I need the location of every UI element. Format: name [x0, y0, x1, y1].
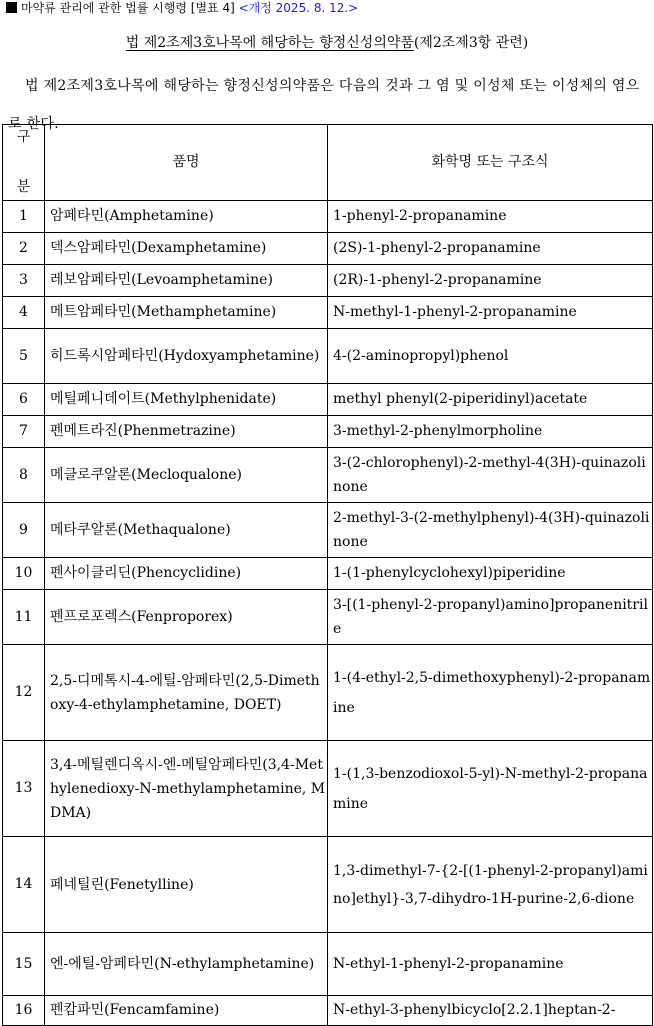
row-number: 11	[3, 590, 45, 645]
page-title	[0, 33, 654, 53]
header-gubun: 구 분	[3, 125, 45, 201]
substance-name: 메트암페타민(Methamphetamine)	[45, 297, 328, 329]
chemical-name: 1-(1,3-benzodioxol-5-yl)-N-methyl-2-propanamine	[328, 741, 653, 837]
substance-name: 암페타민(Amphetamine)	[45, 201, 328, 233]
row-number: 13	[3, 741, 45, 837]
row-number: 12	[3, 645, 45, 741]
row-number: 6	[3, 384, 45, 416]
row-number: 14	[3, 837, 45, 933]
chemical-name: N-ethyl-3-phenylbicyclo[2.2.1]heptan-2-	[328, 996, 653, 1026]
chemical-name: 3-methyl-2-phenylmorpholine	[328, 416, 653, 448]
title-related: (제2조제3항 관련)	[413, 35, 529, 51]
chemical-name: 1,3-dimethyl-7-{2-[(1-phenyl-2-propanyl)amino]ethyl}-3,7-dihydro-1H-purine-2,6-dione	[328, 837, 653, 933]
table-row	[3, 558, 653, 590]
table-row	[3, 297, 653, 329]
row-number: 9	[3, 503, 45, 558]
substance-name: 메타쿠알론(Methaqualone)	[45, 503, 328, 558]
table-row	[3, 590, 653, 645]
chemical-name: 4-(2-aminopropyl)phenol	[328, 329, 653, 384]
substance-name: 메틸페니데이트(Methylphenidate)	[45, 384, 328, 416]
chemical-name: 1-phenyl-2-propanamine	[328, 201, 653, 233]
header-chem: 화학명 또는 구조식	[328, 125, 653, 201]
table-row	[3, 201, 653, 233]
substance-name: 3,4-메틸렌디옥시-엔-메틸암페타민(3,4-Methylenedioxy-N-methylamphetamine, MDMA)	[45, 741, 328, 837]
law-reference: 마약류 관리에 관한 법률 시행령 [별표 4]	[21, 1, 235, 15]
table-row	[3, 329, 653, 384]
chemical-name: methyl phenyl(2-piperidinyl)acetate	[328, 384, 653, 416]
substance-name: 엔-에틸-암페타민(N-ethylamphetamine)	[45, 933, 328, 996]
table-row	[3, 503, 653, 558]
table-header-row	[3, 125, 653, 201]
row-number: 1	[3, 201, 45, 233]
row-number: 2	[3, 233, 45, 265]
row-number: 7	[3, 416, 45, 448]
row-number: 3	[3, 265, 45, 297]
table-row	[3, 933, 653, 996]
substance-name: 2,5-디메톡시-4-에틸-암페타민(2,5-Dimethoxy-4-ethylamphetamine, DOET)	[45, 645, 328, 741]
substance-name: 펜사이클리딘(Phencyclidine)	[45, 558, 328, 590]
table-row	[3, 265, 653, 297]
table-row	[3, 645, 653, 741]
chemical-name: 3-[(1-phenyl-2-propanyl)amino]propanenitrile	[328, 590, 653, 645]
row-number: 10	[3, 558, 45, 590]
table-row	[3, 233, 653, 265]
table-row	[3, 741, 653, 837]
chemical-name: 3-(2-chlorophenyl)-2-methyl-4(3H)-quinazolinone	[328, 448, 653, 503]
table-row	[3, 996, 653, 1026]
substance-name: 메클로쿠알론(Mecloqualone)	[45, 448, 328, 503]
title-main: 법 제2조제3호나목에 해당하는 향정신성의약품	[125, 35, 414, 51]
row-number: 16	[3, 996, 45, 1026]
table-row	[3, 837, 653, 933]
substance-name: 펜캄파민(Fencamfamine)	[45, 996, 328, 1026]
chemical-name: (2S)-1-phenyl-2-propanamine	[328, 233, 653, 265]
header-name: 품명	[45, 125, 328, 201]
square-bullet-icon	[6, 2, 17, 13]
row-number: 15	[3, 933, 45, 996]
amendment-link[interactable]: <개정 2025. 8. 12.>	[238, 1, 359, 15]
chemical-name: N-ethyl-1-phenyl-2-propanamine	[328, 933, 653, 996]
chemical-name: 2-methyl-3-(2-methylphenyl)-4(3H)-quinazolinone	[328, 503, 653, 558]
table-row	[3, 384, 653, 416]
document-header	[6, 0, 646, 16]
substance-name: 펜메트라진(Phenmetrazine)	[45, 416, 328, 448]
chemical-name: (2R)-1-phenyl-2-propanamine	[328, 265, 653, 297]
substance-name: 펜프로포렉스(Fenproporex)	[45, 590, 328, 645]
intro-paragraph: 법 제2조제3호나목에 해당하는 향정신성의약품은 다음의 것과 그 염 및 이성체 또는 이성체의 염으로 한다.	[8, 78, 640, 132]
substance-name: 페네틸린(Fenetylline)	[45, 837, 328, 933]
table-row	[3, 448, 653, 503]
chemical-name: 1-(4-ethyl-2,5-dimethoxyphenyl)-2-propanamine	[328, 645, 653, 741]
row-number: 5	[3, 329, 45, 384]
table-row	[3, 416, 653, 448]
substance-name: 덱스암페타민(Dexamphetamine)	[45, 233, 328, 265]
row-number: 4	[3, 297, 45, 329]
substance-name: 레보암페타민(Levoamphetamine)	[45, 265, 328, 297]
substance-table	[2, 124, 653, 1026]
substance-name: 히드록시암페타민(Hydoxyamphetamine)	[45, 329, 328, 384]
chemical-name: 1-(1-phenylcyclohexyl)piperidine	[328, 558, 653, 590]
chemical-name: N-methyl-1-phenyl-2-propanamine	[328, 297, 653, 329]
row-number: 8	[3, 448, 45, 503]
